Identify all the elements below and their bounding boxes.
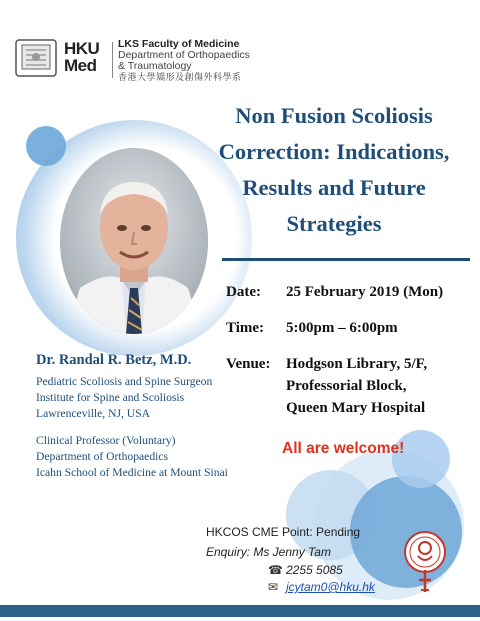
hku-med-wordmark bbox=[64, 40, 99, 74]
email-link[interactable]: jcytam0@hku.hk bbox=[286, 580, 375, 594]
header-divider bbox=[112, 42, 113, 78]
title-underline bbox=[222, 258, 470, 261]
date-label: Date: bbox=[226, 284, 261, 300]
venue-line: Hodgson Library, 5/F, bbox=[286, 356, 428, 372]
affiliation-line: Lawrenceville, NJ, USA bbox=[36, 407, 150, 420]
title-line: Correction: Indications, bbox=[218, 139, 450, 164]
position-line: Department of Orthopaedics bbox=[36, 450, 168, 463]
envelope-icon: ✉ bbox=[268, 580, 279, 594]
department-line-1: Department of Orthopaedics bbox=[118, 49, 250, 61]
deco-circle-small-top bbox=[26, 126, 66, 166]
enquiry-contact: Enquiry: Ms Jenny Tam bbox=[206, 545, 331, 559]
wordmark-line-1: HKU bbox=[64, 39, 100, 58]
time-value: 5:00pm – 6:00pm bbox=[286, 320, 398, 336]
speaker-academic-position bbox=[36, 433, 228, 481]
title-line: Results and Future bbox=[242, 175, 426, 200]
venue-label: Venue: bbox=[226, 356, 271, 372]
date-value: 25 February 2019 (Mon) bbox=[286, 284, 444, 300]
venue-line: Professorial Block, bbox=[286, 378, 407, 394]
event-title bbox=[200, 98, 468, 242]
phone-number: 2255 5085 bbox=[286, 563, 343, 577]
phone-icon: ☎ bbox=[268, 563, 283, 577]
society-seal-icon bbox=[400, 530, 450, 594]
affiliation-line: Institute for Spine and Scoliosis bbox=[36, 391, 185, 404]
phone-line bbox=[268, 563, 343, 577]
email-line[interactable] bbox=[268, 580, 375, 594]
welcome-message: All are welcome! bbox=[282, 440, 405, 457]
department-line-2: & Traumatology bbox=[118, 60, 192, 72]
faculty-name: LKS Faculty of Medicine bbox=[118, 38, 240, 50]
position-line: Icahn School of Medicine at Mount Sinai bbox=[36, 466, 228, 479]
affiliation-line: Pediatric Scoliosis and Spine Surgeon bbox=[36, 375, 213, 388]
deco-circle-bottom-right bbox=[392, 430, 450, 488]
time-label: Time: bbox=[226, 320, 265, 336]
speaker-name: Dr. Randal R. Betz, M.D. bbox=[36, 352, 192, 368]
venue-value bbox=[286, 353, 427, 419]
position-line: Clinical Professor (Voluntary) bbox=[36, 434, 176, 447]
department-chinese: 香港大學矯形及創傷外科學系 bbox=[118, 72, 242, 82]
faculty-block bbox=[118, 39, 250, 83]
university-crest-icon bbox=[14, 38, 58, 78]
title-line: Non Fusion Scoliosis bbox=[235, 103, 433, 128]
footer-bar bbox=[0, 605, 480, 617]
wordmark-line-2: Med bbox=[64, 56, 97, 75]
venue-line: Queen Mary Hospital bbox=[286, 400, 426, 416]
speaker-portrait bbox=[60, 148, 208, 334]
title-line: Strategies bbox=[286, 211, 382, 236]
speaker-affiliation bbox=[36, 374, 212, 422]
cme-points: HKCOS CME Point: Pending bbox=[206, 525, 361, 539]
